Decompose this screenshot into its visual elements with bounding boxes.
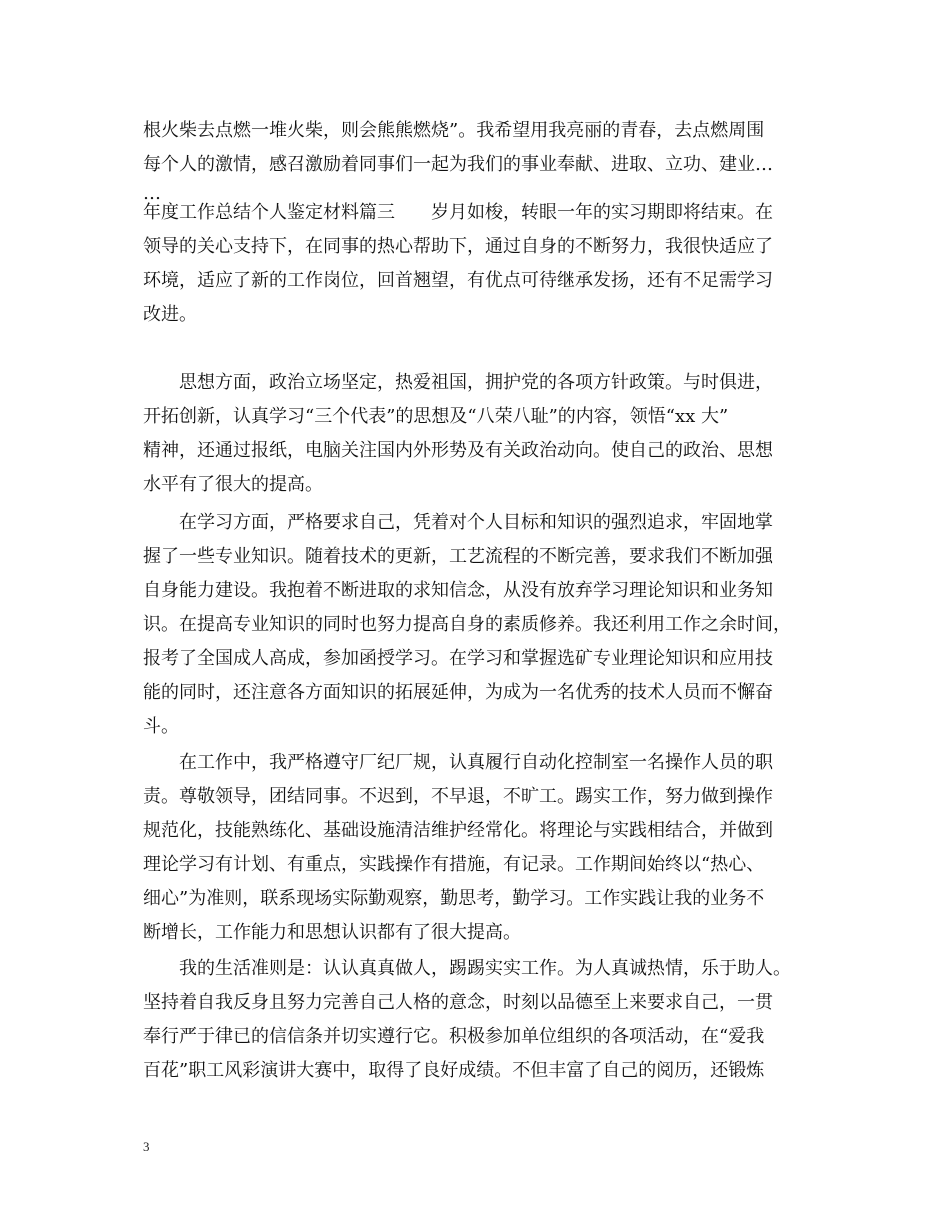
text-line: 斗。 [143, 716, 179, 737]
text-line: 每个人的激情，感召激励着同事们一起为我们的事业奉献、进取、立功、建业… [143, 154, 773, 175]
text-line: 细心”为准则，联系现场实际勤观察，勤思考，勤学习。工作实践让我的业务不 [143, 888, 765, 909]
text-line: 握了一些专业知识。随着技术的更新，工艺流程的不断完善，要求我们不断加强 [143, 546, 773, 567]
page-number: 3 [143, 1139, 150, 1154]
text-line: 坚持着自我反身且努力完善自己人格的意念，时刻以品德至上来要求自己，一贯 [143, 992, 773, 1013]
paragraph-ideology [143, 366, 833, 502]
text-line: 开拓创新，认真学习“三个代表”的思想及“八荣八耻”的内容，领悟“xx 大” [143, 406, 729, 427]
text-line: 能的同时，还注意各方面知识的拓展延伸，为成为一名优秀的技术人员而不懈奋 [143, 682, 773, 703]
text-line: … [143, 183, 161, 204]
paragraph-section-three-heading [143, 196, 833, 332]
text-line: 报考了全国成人高成，参加函授学习。在学习和掌握选矿专业理论知识和应用技 [143, 648, 773, 669]
text-line: 我的生活准则是：认认真真做人，踢踢实实工作。为人真诚热情，乐于助人。 [179, 958, 791, 979]
paragraph-intro-continuation [143, 114, 833, 206]
text-line: 领导的关心支持下，在同事的热心帮助下，通过自身的不断努力，我很快适应了 [143, 236, 773, 257]
text-line: 规范化，技能熟练化、基础设施清洁维护经常化。将理论与实践相结合，并做到 [143, 820, 773, 841]
text-line: 年度工作总结个人鉴定材料篇三 岁月如梭，转眼一年的实习期即将结束。在 [143, 202, 773, 223]
text-line: 责。尊敬领导，团结同事。不迟到，不早退，不旷工。踢实工作，努力做到操作 [143, 786, 773, 807]
text-line: 水平有了很大的提高。 [143, 474, 323, 495]
text-line: 环境，适应了新的工作岗位，回首翘望，有优点可待继承发扬，还有不足需学习 [143, 270, 773, 291]
text-line: 自身能力建设。我抱着不断进取的求知信念，从没有放弃学习理论知识和业务知 [143, 580, 773, 601]
paragraph-work [143, 746, 833, 950]
text-line: 在工作中，我严格遵守厂纪厂规，认真履行自动化控制室一名操作人员的职 [179, 752, 773, 773]
paragraph-study [143, 506, 833, 744]
text-line: 识。在提高专业知识的同时也努力提高自身的素质修养。我还利用工作之余时间， [143, 614, 791, 635]
text-line: 奉行严于律已的信信条并切实遵行它。积极参加单位组织的各项活动，在“爱我 [143, 1026, 765, 1047]
text-line: 精神，还通过报纸，电脑关注国内外形势及有关政治动向。使自己的政治、思想 [143, 440, 773, 461]
text-line: 思想方面，政治立场坚定，热爱祖国，拥护党的各项方针政策。与时俱进， [179, 372, 773, 393]
text-line: 百花”职工风彩演讲大赛中，取得了良好成绩。不但丰富了自己的阅历，还锻炼 [143, 1060, 765, 1081]
paragraph-life [143, 952, 833, 1088]
text-line: 理论学习有计划、有重点，实践操作有措施，有记录。工作期间始终以“热心、 [143, 854, 765, 875]
text-line: 在学习方面，严格要求自己，凭着对个人目标和知识的强烈追求，牢固地掌 [179, 512, 773, 533]
text-line: 根火柴去点燃一堆火柴，则会熊熊燃烧”。我希望用我亮丽的青春，去点燃周围 [143, 120, 765, 141]
text-line: 断增长，工作能力和思想认识都有了很大提高。 [143, 922, 521, 943]
text-line: 改进。 [143, 304, 197, 325]
